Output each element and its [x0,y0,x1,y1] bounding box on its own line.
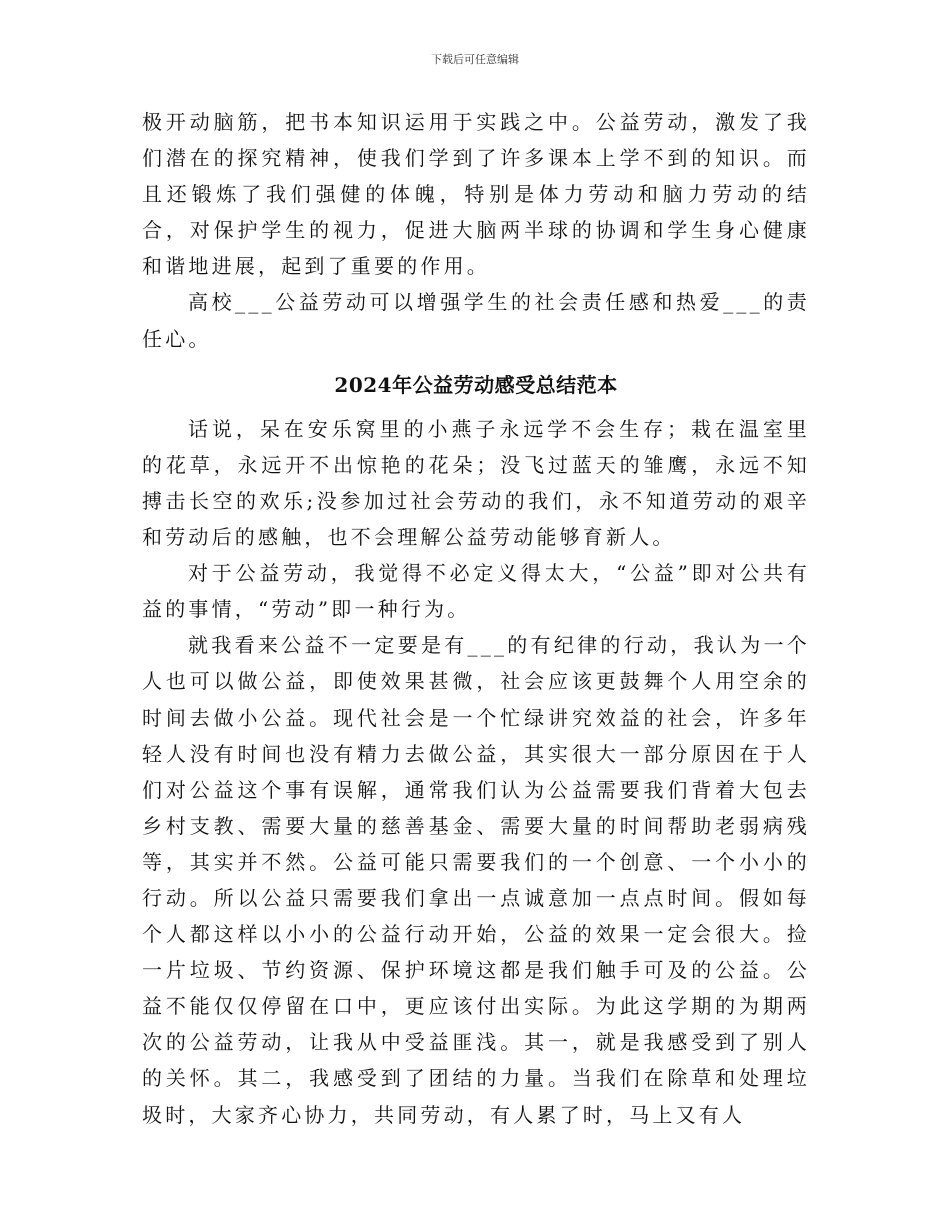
paragraph-continued: 极开动脑筋，把书本知识运用于实践之中。公益劳动，激发了我们潜在的探究精神，使我们学到了许多课本上学不到的知识。而且还锻炼了我们强健的体魄，特别是体力劳动和脑力劳动的结合，对保护学生的视力，促进大脑两半球的协调和学生身心健康和谐地进展，起到了重要的作用。 [142,110,810,279]
paragraph-school-labor: 高校___公益劳动可以增强学生的社会责任感和热爱___的责任心。 [142,290,810,351]
document-body [142,104,810,1133]
paragraph-opinion: 就我看来公益不一定要是有___的有纪律的行动，我认为一个人也可以做公益，即使效果甚微，社会应该更鼓舞个人用空余的时间去做小公益。现代社会是一个忙绿讲究效益的社会，许多年轻人没有时间也没有精力去做公益，其实很大一部分原因在于人们对公益这个事有误解，通常我们认为公益需要我们背着大包去乡村支教、需要大量的慈善基金、需要大量的时间帮助老弱病残等，其实并不然。公益可能只需要我们的一个创意、一个小小的行动。所以公益只需要我们拿出一点诚意加一点点时间。假如每个人都这样以小小的公益行动开始，公益的效果一定会很大。捡一片垃圾、节约资源、保护环境这都是我们触手可及的公益。公益不能仅仅停留在口中，更应该付出实际。为此这学期的为期两次的公益劳动，让我从中受益匪浅。其一，就是我感受到了别人的关怀。其二，我感受到了团结的力量。当我们在除草和处理垃圾时，大家齐心协力，共同劳动，有人累了时，马上又有人 [142,633,810,1127]
paragraph-definition: 对于公益劳动，我觉得不必定义得太大，“公益”即对公共有益的事情，“劳动”即一种行为。 [142,561,810,622]
paragraph-intro: 话说，呆在安乐窝里的小燕子永远学不会生存；栽在温室里的花草，永远开不出惊艳的花朵；没飞过蓝天的雏鹰，永远不知搏击长空的欢乐;没参加过社会劳动的我们，永不知道劳动的艰辛和劳动后的感触，也不会理解公益劳动能够育新人。 [142,416,810,550]
section-title: 2024年公益劳动感受总结范本 [334,372,618,397]
page-header-note: 下载后可任意编辑 [431,53,519,66]
